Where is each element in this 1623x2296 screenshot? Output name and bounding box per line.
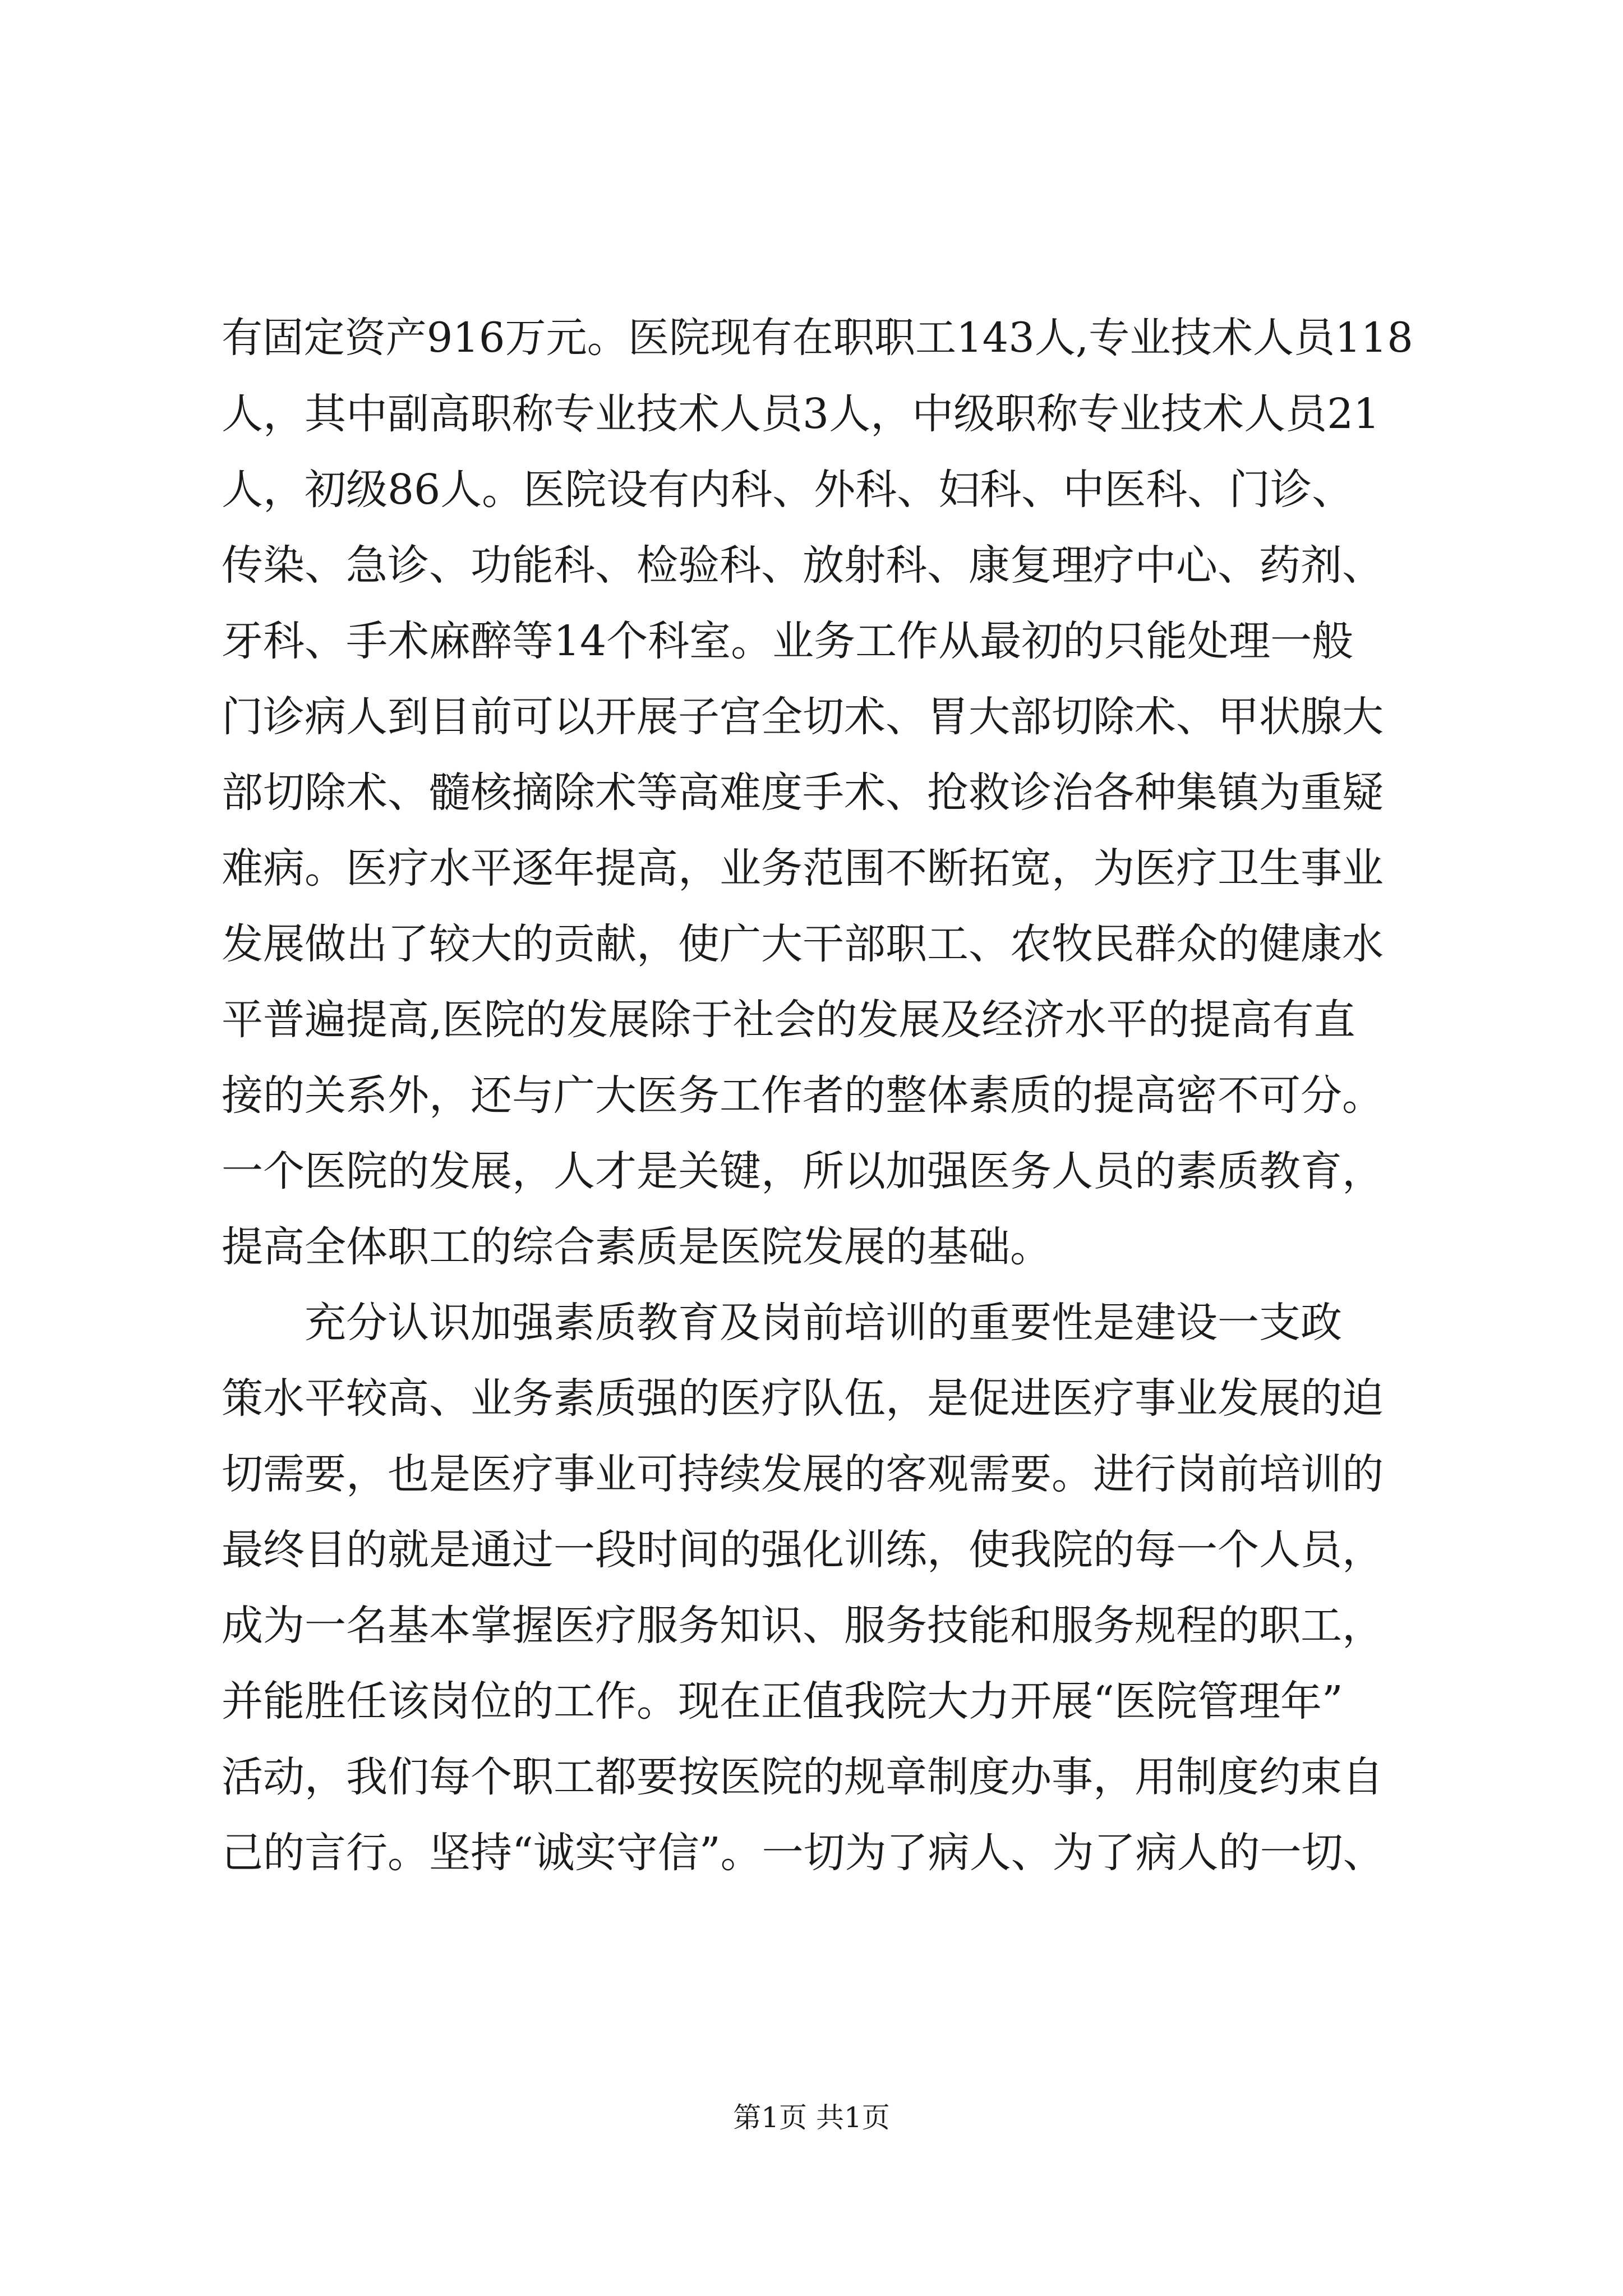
text-line: 切需要，也是医疗事业可持续发展的客观需要。进行岗前培训的 xyxy=(222,1450,1384,1498)
text-line: 活动，我们每个职工都要按医院的规章制度办事，用制度约束自 xyxy=(222,1753,1384,1801)
text-line: 己的言行。坚持“诚实守信”。一切为了病人、为了病人的一切、 xyxy=(222,1829,1385,1877)
page-number-footer: 第1页 共1页 xyxy=(733,2101,890,2134)
text-line: 人，初级86人。医院设有内科、外科、妇科、中医科、门诊、 xyxy=(222,466,1354,514)
text-line: 发展做出了较大的贡献，使广大干部职工、农牧民群众的健康水 xyxy=(222,920,1384,968)
text-line: 牙科、手术麻醉等14个科室。业务工作从最初的只能处理一般 xyxy=(222,617,1354,665)
text-line: 平普遍提高,医院的发展除于社会的发展及经济水平的提高有直 xyxy=(222,996,1355,1044)
text-line: 有固定资产916万元。医院现有在职职工143人,专业技术人员118 xyxy=(222,314,1413,362)
text-line: 提高全体职工的综合素质是医院发展的基础。 xyxy=(222,1223,1052,1271)
text-line: 充分认识加强素质教育及岗前培训的重要性是建设一支政 xyxy=(305,1299,1342,1347)
text-line: 一个医院的发展，人才是关键，所以加强医务人员的素质教育， xyxy=(222,1147,1384,1195)
text-line: 最终目的就是通过一段时间的强化训练，使我院的每一个人员， xyxy=(222,1526,1384,1574)
text-line: 难病。医疗水平逐年提高，业务范围不断拓宽，为医疗卫生事业 xyxy=(222,844,1384,892)
text-line: 门诊病人到目前可以开展子宫全切术、胃大部切除术、甲状腺大 xyxy=(222,693,1384,741)
text-line: 传染、急诊、功能科、检验科、放射科、康复理疗中心、药剂、 xyxy=(222,541,1384,590)
text-line: 并能胜任该岗位的工作。现在正值我院大力开展“医院管理年” xyxy=(222,1677,1343,1726)
text-line: 策水平较高、业务素质强的医疗队伍，是促进医疗事业发展的迫 xyxy=(222,1374,1384,1423)
text-line: 部切除术、髓核摘除术等高难度手术、抢救诊治各种集镇为重疑 xyxy=(222,769,1384,817)
text-line: 人，其中副高职称专业技术人员3人，中级职称专业技术人员21 xyxy=(222,390,1380,438)
text-line: 成为一名基本掌握医疗服务知识、服务技能和服务规程的职工， xyxy=(222,1602,1384,1650)
text-line: 接的关系外，还与广大医务工作者的整体素质的提高密不可分。 xyxy=(222,1071,1384,1120)
